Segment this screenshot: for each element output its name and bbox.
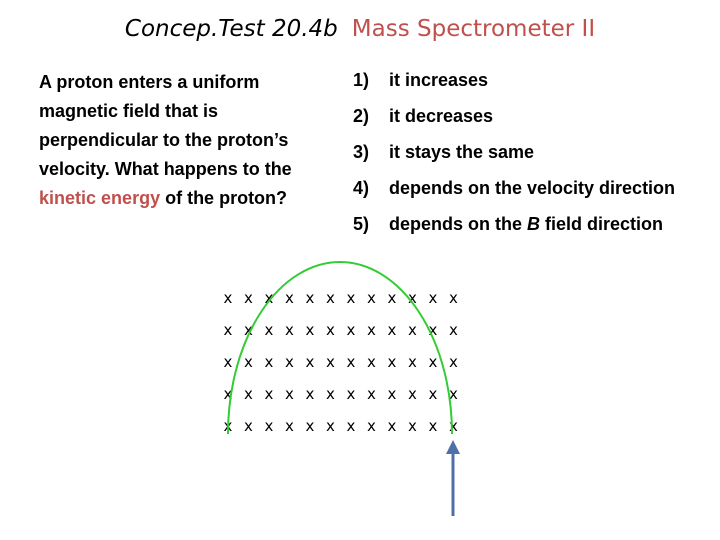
field-x-mark: x [326,353,335,371]
field-x-mark: x [346,417,356,435]
field-x-mark: x [387,353,397,371]
field-x-mark: x [428,385,438,403]
velocity-arrow-head [446,440,460,454]
field-x-mark: x [264,321,274,339]
field-x-mark: x [367,321,376,339]
field-x-mark: x [244,353,253,371]
field-x-mark: x [285,353,294,371]
field-x-mark: x [387,385,397,403]
field-x-mark: x [244,385,253,403]
field-x-mark: x [223,385,233,403]
field-x-mark: x [408,353,417,371]
field-x-mark: x [346,385,356,403]
field-x-mark: x [285,321,294,339]
question-highlight-kinetic: kinetic [39,188,97,208]
field-x-mark: x [305,289,315,307]
field-x-mark: x [244,289,253,307]
field-x-mark: x [346,321,356,339]
field-x-mark: x [346,289,356,307]
field-x-grid [224,289,459,435]
field-x-mark: x [346,353,356,371]
title-prefix: Concep.Test 20.4b [124,16,338,42]
field-x-mark: x [305,417,315,435]
field-x-mark: x [326,385,335,403]
field-x-mark: x [387,321,397,339]
field-x-mark: x [223,289,233,307]
field-x-mark: x [326,417,335,435]
answer-number: 3) [353,142,370,162]
field-x-mark: x [264,385,274,403]
field-x-mark: x [367,385,376,403]
answer-text-pre: depends on the [389,214,528,234]
field-x-mark: x [305,321,315,339]
answer-number: 5) [353,214,370,234]
field-x-mark: x [285,417,294,435]
answer-text: depends on the velocity direction [389,178,676,198]
answer-number: 2) [353,106,370,126]
answer-number: 1) [353,70,370,90]
field-x-mark: x [367,353,376,371]
field-x-mark: x [428,289,438,307]
field-x-mark: x [428,417,438,435]
answer-number: 4) [353,178,370,198]
field-x-mark: x [449,321,458,339]
title-subject: Mass Spectrometer II [351,16,596,42]
question-part2: of the proton? [160,188,288,208]
field-x-mark: x [223,353,233,371]
field-x-mark: x [326,289,335,307]
field-x-mark: x [305,353,315,371]
answer-text: it decreases [389,106,494,126]
field-x-mark: x [408,417,417,435]
field-x-mark: x [387,289,397,307]
field-x-mark: x [264,289,274,307]
question-highlight-energy: energy [101,188,161,208]
answer-text-post: field direction [540,214,664,234]
field-x-mark: x [387,417,397,435]
field-x-mark: x [285,385,294,403]
field-x-mark: x [264,417,274,435]
field-x-mark: x [244,321,253,339]
answer-text: it stays the same [389,142,535,162]
field-x-mark: x [367,417,376,435]
field-x-mark: x [285,289,294,307]
field-x-mark: x [305,385,315,403]
field-x-mark: x [428,353,438,371]
field-x-mark: x [264,353,274,371]
field-x-mark: x [326,321,335,339]
field-x-mark: x [223,321,233,339]
field-x-mark: x [244,417,253,435]
question-part1: A proton enters a uniform magnetic field that is perpendicular to the proton’s velocity. What happens to the [39,72,292,179]
field-x-mark: x [449,417,458,435]
field-x-mark: x [408,385,417,403]
field-x-mark: x [449,289,458,307]
answer-text: it increases [389,70,489,90]
field-x-mark: x [449,353,458,371]
field-x-mark: x [428,321,438,339]
field-x-mark: x [223,417,233,435]
field-x-mark: x [408,289,417,307]
field-x-mark: x [408,321,417,339]
field-x-mark: x [367,289,376,307]
field-x-mark: x [449,385,458,403]
answer-field-symbol: B [527,214,541,234]
proton-path-arc [228,262,452,434]
